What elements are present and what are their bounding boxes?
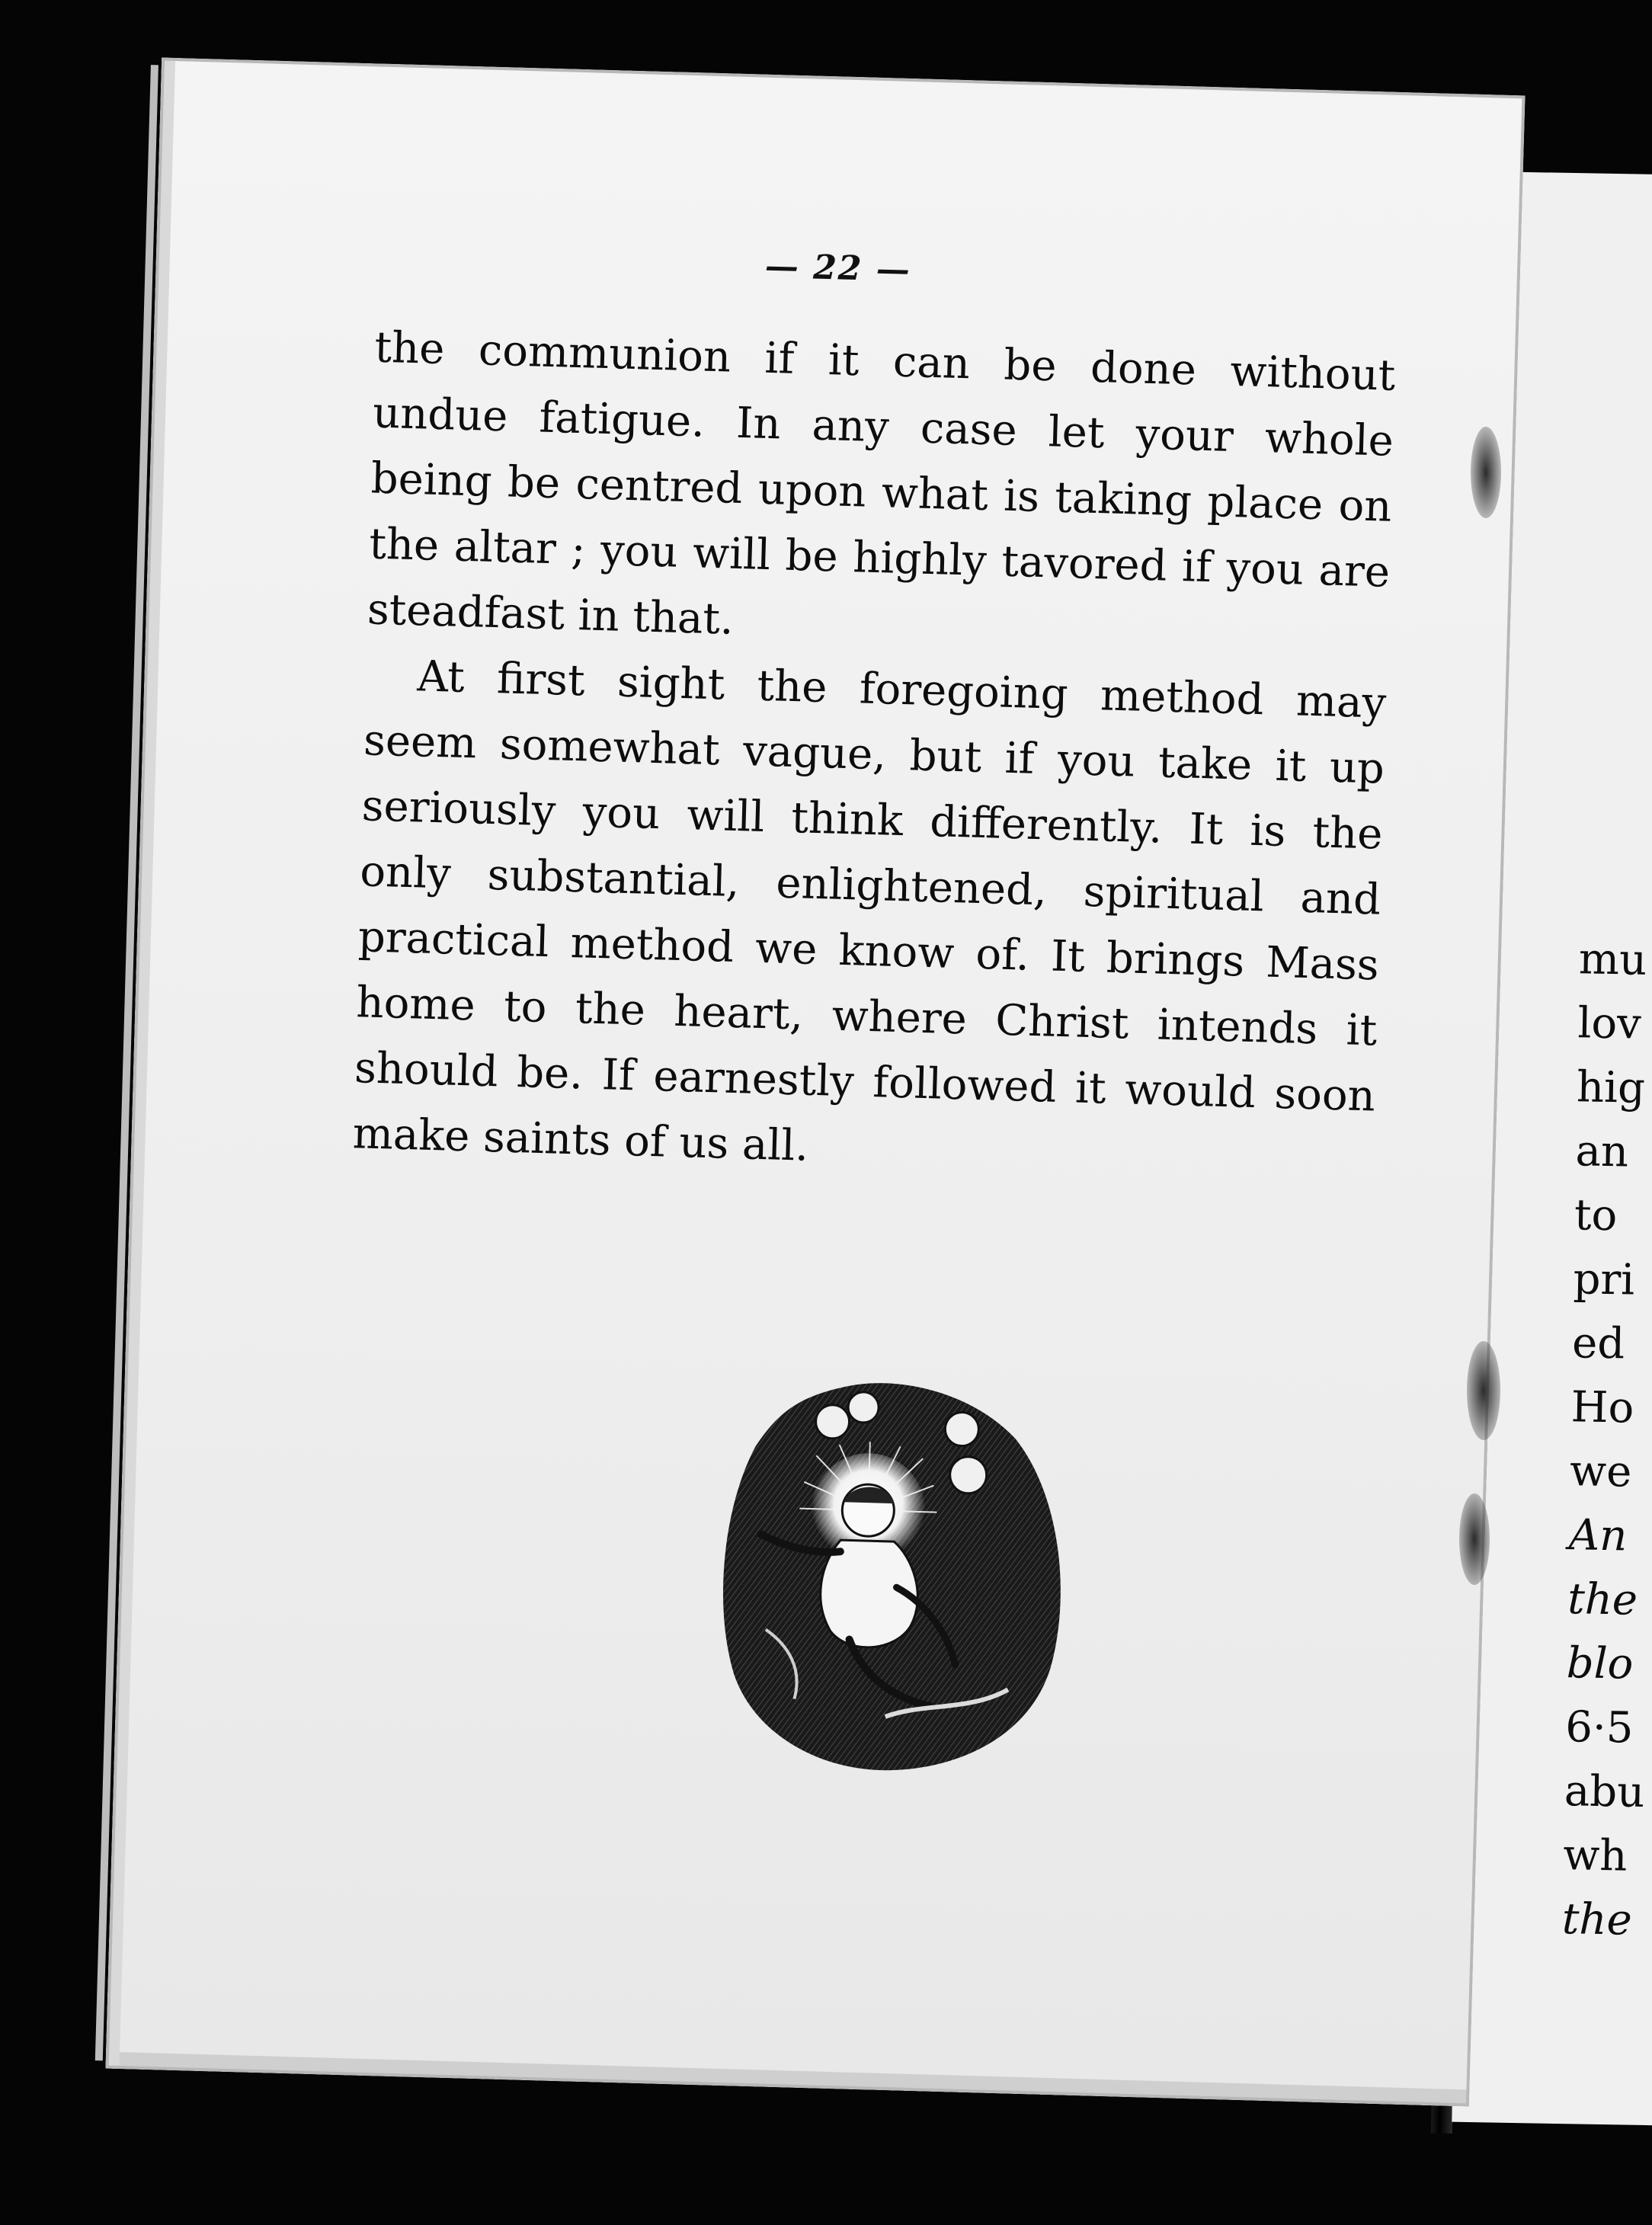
- right-page-fragment: to: [1574, 1190, 1618, 1241]
- right-page-fragment: mu: [1578, 934, 1647, 985]
- page-number: — 22 —: [764, 246, 912, 290]
- right-page-fragment: Ho: [1570, 1382, 1634, 1433]
- binding-smudge: [1459, 1493, 1490, 1585]
- body-text: [352, 315, 1397, 1195]
- binding-smudge: [1467, 1341, 1500, 1440]
- right-page-fragment: the: [1567, 1574, 1638, 1625]
- right-page-fragment: pri: [1573, 1254, 1635, 1305]
- right-page-fragment: we: [1569, 1446, 1632, 1497]
- paragraph-1: the communion if it can be done without undue fatigue. In any case let your whole being be centred upon what is taking place on the altar ; you will be highly tavored if you are steadfast in that.: [367, 322, 1397, 645]
- right-page-fragment: hig: [1576, 1062, 1646, 1113]
- right-page-fragment: abu: [1564, 1766, 1645, 1817]
- cherub-in-clouds-engraving-icon: [700, 1353, 1077, 1790]
- page-edge: [95, 65, 158, 2060]
- right-page-fragment: an: [1575, 1126, 1629, 1177]
- right-page-fragment: wh: [1562, 1830, 1628, 1881]
- left-page: [105, 58, 1525, 2107]
- right-page-fragment: lov: [1577, 998, 1642, 1049]
- right-page-fragment: 6·5: [1564, 1702, 1634, 1753]
- right-page-fragment: the: [1561, 1894, 1633, 1945]
- right-page-fragment: An: [1568, 1510, 1628, 1561]
- paragraph-2: At first sight the foregoing method may seem somewhat vague, but if you take it up seriously you will think differently. It is the only substantial, enlightened, spiritual and practical method we know of. It brings Mass home to the heart, where Christ intends it should be. If earnestly followed it would soon make saints of us all.: [351, 651, 1388, 1171]
- binding-smudge: [1471, 427, 1501, 518]
- right-page-fragment: blo: [1566, 1638, 1634, 1689]
- right-page-text-fragments: [1561, 927, 1652, 1953]
- right-page-fragment: ed: [1571, 1318, 1625, 1369]
